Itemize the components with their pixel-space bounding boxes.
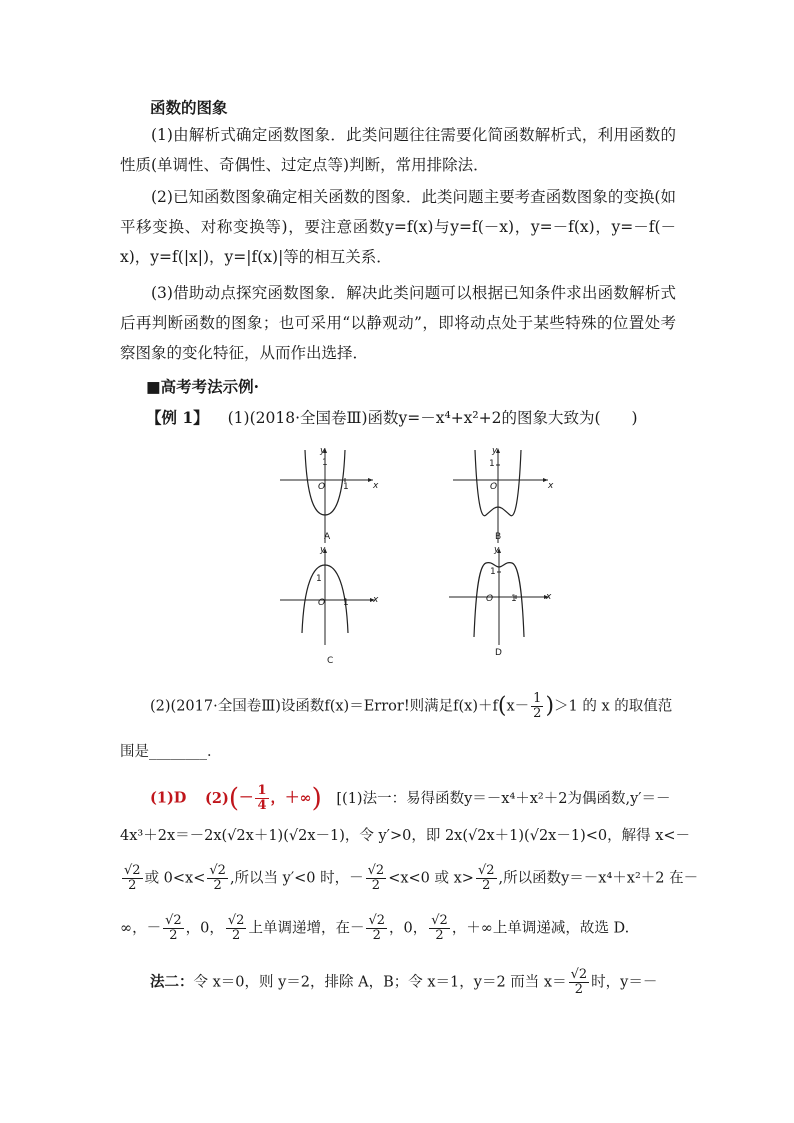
solution-line-4: ∞，－ $\frac{√2}{2}$ ，0， $\frac{√2}{2}$ 上单调递增，在－ $\frac{√2}{2}$ ，0， $\frac{√2}{2}$ ，＋∞上单调递减，故选 D. <box>120 913 630 943</box>
paragraph-3: (3)借助动点探究函数图象．解决此类问题可以根据已知条件求出函数解析式后再判断函数的图象；也可采用“以静观动”，即将动点处于某些特殊的位置处考察图象的变化特征，从而作出选择． <box>120 284 676 362</box>
graph-d-tick-1: 1 <box>511 594 517 604</box>
solution-line-5: 法二：令 x＝0，则 y＝2，排除 A，B；令 x＝1，y＝2 而当 x＝ $\frac{√2}{2}$ 时，y＝－ <box>150 967 658 997</box>
paragraph-1: (1)由解析式确定函数图象．此类问题往往需要化简函数解析式，利用函数的性质(单调性、奇偶性、过定点等)判断，常用排除法． <box>120 126 676 174</box>
graph-d-origin: O <box>486 594 494 604</box>
examples-heading: ■高考考法示例· <box>146 377 260 396</box>
question-2-text: (2)(2017·全国卷Ⅲ)设函数f(x)＝Error!则满足f(x)＋f <box>150 698 498 715</box>
graph-c <box>275 545 380 650</box>
solution-line-3: $\frac{√2}{2}$ 或 0<x< $\frac{√2}{2}$ ,所以当 y′<0 时，－ $\frac{√2}{2}$ <x<0 或 x> $\frac{√2}{2}$ ,所以函数y＝－x⁴＋x²＋2 在－ <box>124 863 699 893</box>
graph-b <box>448 445 553 545</box>
graph-c-label: C <box>327 656 334 666</box>
paragraph-2: (2)已知函数图象确定相关函数的图象．此类问题主要考查函数图象的变换(如平移变换、对称变换等)，要注意函数y=f(x)与y=f(－x)，y=－f(x)，y=－f(－x)，y=f(|x|)，y=|f(x)|等的相互关系． <box>120 188 676 266</box>
graph-c-origin: O <box>318 598 326 608</box>
graph-c-tick-1: 1 <box>343 598 349 608</box>
graph-a-x-label: x <box>373 481 379 491</box>
example-1-question-2: (2)(2017·全国卷Ⅲ)设函数f(x)＝Error!则满足f(x)＋f(x－ $\frac{1}{2}$ )＞1 的 x 的取值范 <box>150 691 673 721</box>
graph-d-y-tick-1: 1 <box>490 567 496 577</box>
example-1-label: 【例 1】 <box>146 408 209 427</box>
graph-c-y-label: y <box>320 545 326 555</box>
graph-b-origin: O <box>490 482 498 492</box>
answer-2-inf: ，＋∞ <box>270 789 312 807</box>
graph-d <box>444 545 554 650</box>
graph-a-y-tick-1: 1 <box>322 458 328 468</box>
graph-d-y-label: y <box>494 545 500 555</box>
graph-a-tick-1: 1 <box>343 482 349 492</box>
graph-b-x-label: x <box>548 481 554 491</box>
answer-1: (1)D <box>150 789 187 807</box>
question-1-text: (1)(2018·全国卷Ⅲ)函数y=－x⁴+x²+2的图象大致为( ) <box>227 409 638 427</box>
question-2-line-2: 围是________． <box>120 744 222 760</box>
graph-c-y-tick-1: 1 <box>316 574 322 584</box>
solution-line-1: [(1)法一：易得函数y＝－x⁴＋x²＋2为偶函数,y′＝－ <box>336 790 671 807</box>
graph-a-label: A <box>324 532 331 542</box>
graph-b-label: B <box>495 532 502 542</box>
graph-b-y-label: y <box>492 446 498 456</box>
example-1-question-1 <box>146 408 638 428</box>
graph-a-origin: O <box>318 482 326 492</box>
graph-d-x-label: x <box>546 592 552 602</box>
answer-line: (1)D (2)(－ $\frac{1}{4}$ ，＋∞) [(1)法一：易得函数y＝－x⁴＋x²＋2为偶函数,y′＝－ <box>150 783 671 814</box>
graph-b-y-tick-1: 1 <box>489 459 495 469</box>
graph-d-label: D <box>495 648 502 658</box>
section-title: 函数的图象 <box>150 98 228 117</box>
answer-2-prefix: (2) <box>205 789 229 807</box>
solution-line-2: 4x³＋2x＝－2x(√2x＋1)(√2x－1)，令 y′>0，即 2x(√2x＋1)(√2x－1)<0，解得 x<－ <box>120 828 691 844</box>
graph-a-y-label: y <box>320 446 326 456</box>
graph-c-x-label: x <box>373 595 379 605</box>
